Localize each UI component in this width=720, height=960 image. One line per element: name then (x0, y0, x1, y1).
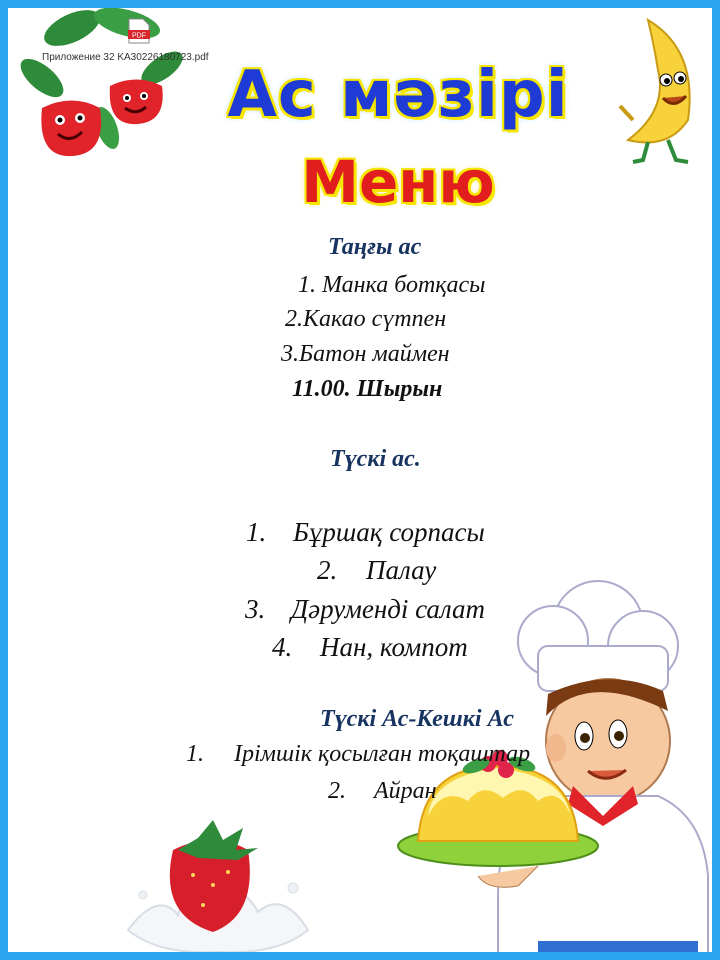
lunch-item: Бұршақ сорпасы (293, 517, 485, 547)
lunch-heading: Түскі ас. (330, 446, 421, 472)
strawberry-right (110, 80, 163, 125)
lunch-item-number: 3. (245, 594, 266, 624)
lunch-item: Нан, компот (320, 632, 468, 662)
leaf-cluster (14, 8, 188, 152)
lunch-item-number: 2. (317, 555, 338, 585)
snack-line: 11.00. Шырын (292, 376, 443, 402)
pdf-file-icon[interactable] (128, 18, 150, 44)
lunch-item: Дәруменді салат (291, 594, 486, 624)
lunch-item-number: 1. (246, 517, 267, 547)
title-kazakh: Ас мәзірі (227, 58, 569, 132)
chef-face (546, 679, 670, 803)
breakfast-heading: Таңғы ас (328, 234, 422, 260)
dinner-item-number: 1. (186, 741, 204, 767)
breakfast-item: 1. Манка ботқасы (298, 272, 486, 298)
banana-character-illustration (608, 10, 718, 170)
pdf-filename[interactable]: Приложение 32 KA30226180723.pdf (42, 52, 209, 63)
breakfast-item: 3.Батон маймен (281, 341, 450, 367)
title-russian: Меню (301, 148, 495, 216)
pdf-badge-label: PDF (132, 32, 146, 40)
dinner-item-number: 2. (328, 778, 346, 804)
strawberry-left (41, 101, 101, 157)
dinner-heading: Түскі Ас-Кешкі Ас (320, 706, 514, 732)
dinner-item: Айран (374, 778, 437, 804)
chef-boy-illustration (388, 576, 714, 960)
lunch-item-number: 4. (272, 632, 293, 662)
lunch-item: Палау (366, 555, 437, 585)
strawberries-illustration (12, 8, 192, 168)
chef-hat (518, 581, 678, 691)
breakfast-item: 2.Какао сүтпен (285, 306, 447, 332)
strawberry-milk-splash-illustration (118, 820, 318, 960)
dinner-item: Ірімшік қосылған тоқаштар (234, 741, 531, 767)
